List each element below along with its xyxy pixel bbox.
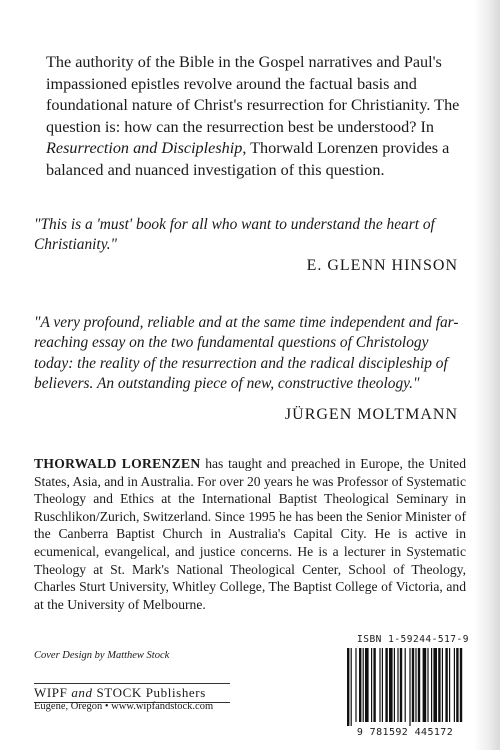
barcode-bar [371, 648, 372, 722]
barcode-bar [445, 648, 447, 722]
barcode-bar [359, 648, 361, 722]
barcode-bar [397, 648, 398, 722]
endorsement-author-2: JÜRGEN MOLTMANN [284, 406, 458, 423]
barcode-bar [379, 648, 380, 722]
barcode-bar [394, 648, 395, 722]
barcode-bar [418, 648, 420, 722]
publisher-location: Eugene, Oregon • www.wipfandstock.com [34, 701, 214, 712]
author-bio [34, 455, 466, 613]
barcode-digits: 9 781592 445172 [356, 727, 454, 738]
barcode-bar [423, 648, 427, 722]
barcode-bar [347, 648, 349, 726]
barcode-bar [355, 648, 356, 722]
publisher-name-and: and [71, 685, 93, 700]
barcode-bar [351, 648, 352, 726]
publisher-logo [34, 683, 230, 703]
barcode-bar [363, 648, 364, 722]
barcode-bar [365, 648, 369, 722]
barcode-bar [454, 648, 455, 722]
publisher-name: WIPF [34, 685, 72, 700]
barcode-bar [389, 648, 393, 722]
barcode-bar [373, 648, 375, 722]
barcode-bar [427, 648, 428, 722]
barcode-bar [405, 648, 406, 722]
cover-design-credit: Cover Design by Matthew Stock [34, 650, 170, 661]
barcode-bar [431, 648, 432, 722]
author-name: THORWALD LORENZEN [34, 456, 201, 471]
barcode-bar [409, 648, 410, 726]
barcode-bar [400, 648, 402, 722]
book-description [46, 52, 464, 182]
barcode-bar [442, 648, 443, 722]
endorsement-quote-1: "This is a 'must' book for all who want to understand the heart of Christianity." [34, 216, 435, 254]
endorsement-quote-2: "A very profound, reliable and at the same time independent and far-reaching essay on the two fundamental questions of Christology today: the reality of the resurrection and the radical discipleship of believers. An outstanding piece of new, constructive theology." [34, 314, 459, 393]
isbn-label: ISBN 1-59244-517-9 [357, 634, 469, 645]
author-bio-text: has taught and preached in Europe, the United States, Asia, and in Australia. For over 20 years he was Professor of Systematic Theology and Ethics at the International Baptist Theological Seminary in Ruschlikon/Zurich, Switzerland. Since 1995 he has been the Senior Minister of the Canberra Baptist Church in Australia's Capital City. He is active in ecumenical, evangelical, and justice concerns. He is a lecturer in Systematic Theology at St. Mark's National Theological Center, School of Theology, Charles Sturt University, Whitley College, The Baptist College of Victoria, and at the University of Melbourne. [34, 456, 467, 612]
barcode-bar [449, 648, 450, 722]
barcode-bar [412, 648, 414, 722]
barcode-bar [456, 648, 458, 722]
barcode-bar [433, 648, 437, 722]
spine-edge-shadow [474, 0, 500, 750]
barcode-bar [385, 648, 387, 722]
book-title: Resurrection and Discipleship [46, 139, 243, 158]
publisher-name-end: STOCK Publishers [92, 685, 206, 700]
description-text-end: , Thorwald Lorenzen provides a balanced and nuanced investigation of this question. [46, 139, 450, 179]
barcode-bar [460, 648, 462, 722]
barcode-bar [382, 648, 383, 722]
barcode-icon [339, 648, 471, 726]
description-text: The authority of the Bible in the Gospel narratives and Paul's impassioned epistles revolve around the factual basis and foundational nature of Christ's resurrection for Christianity. The question is: how can the resurrection best be understood? In [46, 53, 460, 136]
barcode-bar [415, 648, 416, 722]
barcode-bar [438, 648, 440, 722]
endorsement-author-1: E. GLENN HINSON [306, 257, 458, 274]
